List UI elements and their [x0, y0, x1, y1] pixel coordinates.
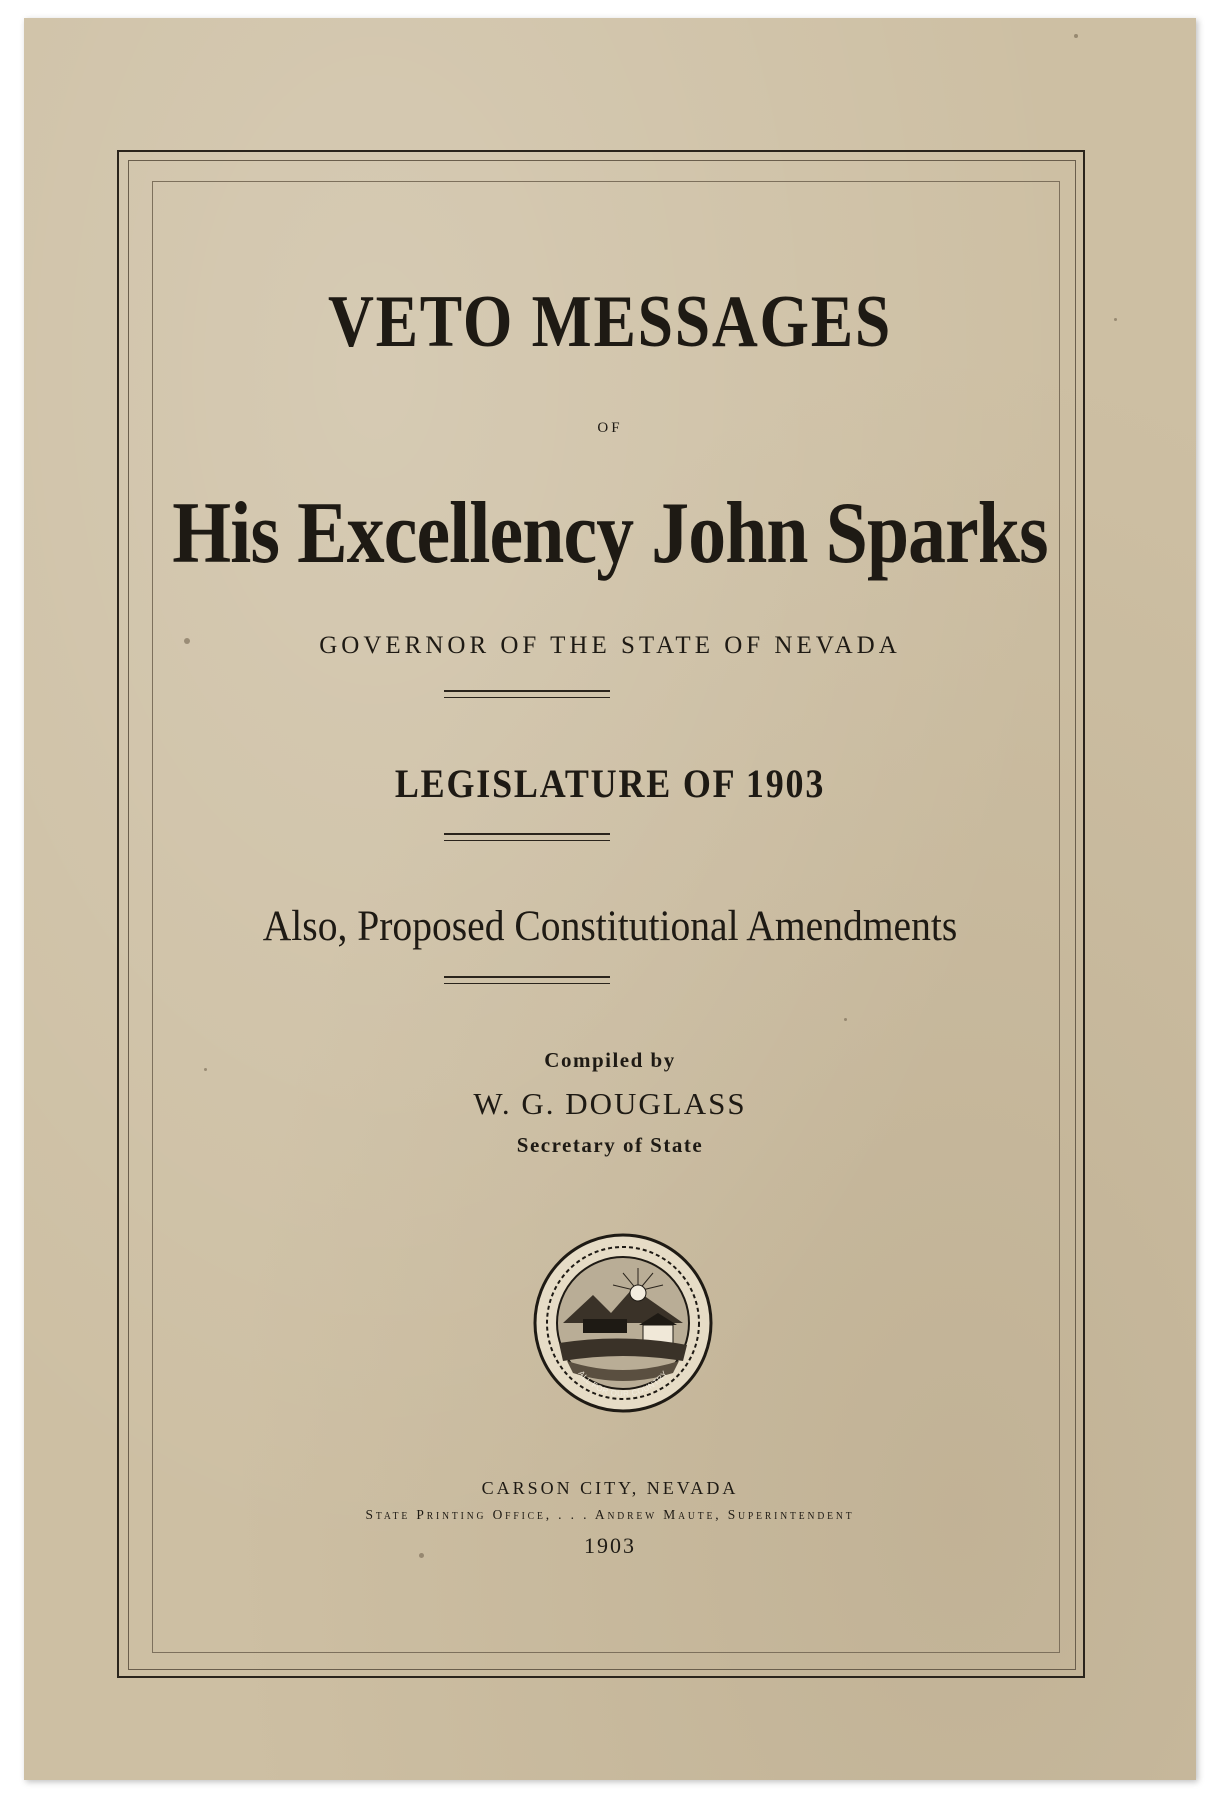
divider-rule — [444, 976, 610, 984]
subtitle: Also, Proposed Constitutional Amendments — [262, 903, 958, 950]
compiler-name: W. G. DOUGLASS — [473, 1086, 747, 1121]
publication-place: CARSON CITY, NEVADA — [481, 1478, 739, 1498]
cover-title: VETO MESSAGES — [327, 281, 893, 363]
governor-name: His Excellency John Sparks — [172, 485, 1048, 582]
divider-rule — [444, 690, 610, 698]
compiled-by-label: Compiled by — [544, 1048, 676, 1072]
divider-rule — [444, 833, 610, 841]
printer-line: State Printing Office, . . . Andrew Maute, Superintendent — [365, 1508, 855, 1523]
cover-of: OF — [597, 420, 623, 436]
legislature-heading: LEGISLATURE OF 1903 — [394, 761, 826, 806]
seal-motto: ALL FOR OUR COUNTRY — [576, 1368, 670, 1399]
nevada-state-seal — [533, 1233, 713, 1413]
pamphlet-cover — [24, 18, 1196, 1780]
publication-year: 1903 — [584, 1533, 636, 1558]
compiler-title: Secretary of State — [516, 1133, 704, 1157]
governor-office: GOVERNOR OF THE STATE OF NEVADA — [319, 632, 901, 659]
